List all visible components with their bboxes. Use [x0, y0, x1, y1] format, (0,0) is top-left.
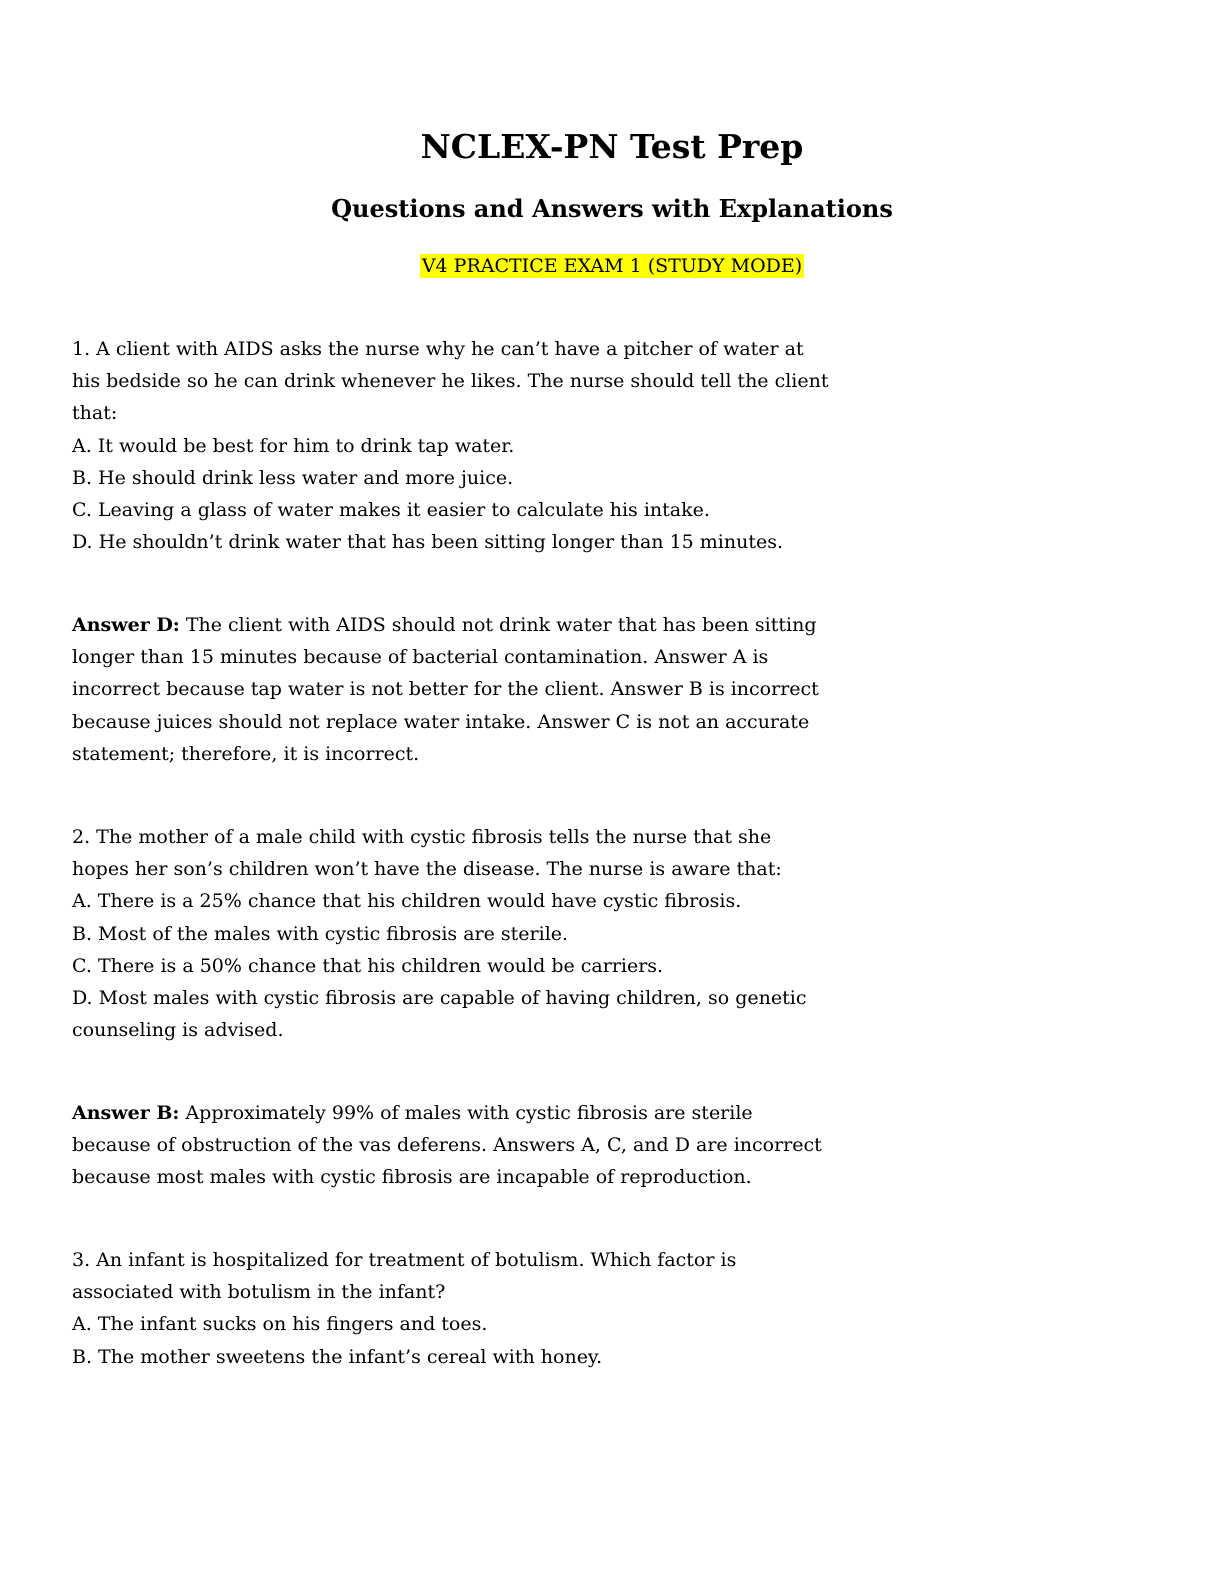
question-line: his bedside so he can drink whenever he likes. The nurse should tell the client: [72, 370, 829, 393]
answer-line: because most males with cystic fibrosis are incapable of reproduction.: [72, 1166, 752, 1189]
question-2: [72, 821, 892, 1046]
option-c: C. Leaving a glass of water makes it easier to calculate his intake.: [72, 499, 710, 522]
question-line: 2. The mother of a male child with cystic fibrosis tells the nurse that she: [72, 826, 772, 848]
answer-first-line: [72, 609, 892, 641]
option-d-continued: counseling is advised.: [72, 1019, 284, 1042]
option-d: D. Most males with cystic fibrosis are capable of having children, so genetic: [72, 987, 807, 1010]
option-b: B. He should drink less water and more juice.: [72, 466, 514, 489]
answer-1: [72, 609, 892, 770]
option-b: B. Most of the males with cystic fibrosis are sterile.: [72, 922, 569, 945]
exam-label-row: [0, 250, 1224, 283]
question-line: 1. A client with AIDS asks the nurse why he can’t have a pitcher of water at: [72, 338, 804, 360]
answer-line: because juices should not replace water intake. Answer C is not an accurate: [72, 710, 810, 733]
option-a: A. The infant sucks on his fingers and toes.: [72, 1313, 488, 1336]
question-line: hopes her son’s children won’t have the disease. The nurse is aware that:: [72, 858, 782, 881]
question-1: [72, 333, 892, 558]
answer-first-line: [72, 1097, 892, 1129]
answer-line: statement; therefore, it is incorrect.: [72, 742, 420, 765]
option-a: A. It would be best for him to drink tap water.: [72, 434, 515, 457]
answer-2: [72, 1097, 892, 1194]
page-subtitle: Questions and Answers with Explanations: [331, 194, 893, 223]
answer-text: Approximately 99% of males with cystic fibrosis are sterile: [179, 1102, 753, 1124]
answer-label: Answer D:: [72, 614, 180, 636]
answer-line: longer than 15 minutes because of bacterial contamination. Answer A is: [72, 646, 769, 669]
answer-label: Answer B:: [72, 1102, 180, 1124]
question-line: associated with botulism in the infant?: [72, 1281, 446, 1304]
question-line: that:: [72, 402, 118, 425]
option-d: D. He shouldn’t drink water that has been sitting longer than 15 minutes.: [72, 531, 784, 554]
question-3: [72, 1244, 892, 1373]
exam-label-highlight: V4 PRACTICE EXAM 1 (STUDY MODE): [421, 255, 803, 277]
option-b: B. The mother sweetens the infant’s cereal with honey.: [72, 1345, 603, 1368]
answer-line: incorrect because tap water is not better for the client. Answer B is incorrect: [72, 678, 819, 701]
answer-text: The client with AIDS should not drink water that has been sitting: [179, 614, 817, 636]
question-line: 3. An infant is hospitalized for treatment of botulism. Which factor is: [72, 1249, 737, 1271]
answer-line: because of obstruction of the vas deferens. Answers A, C, and D are incorrect: [72, 1134, 822, 1157]
option-c: C. There is a 50% chance that his children would be carriers.: [72, 954, 664, 977]
page-title: NCLEX-PN Test Prep: [420, 127, 804, 166]
option-a: A. There is a 25% chance that his children would have cystic fibrosis.: [72, 890, 742, 913]
